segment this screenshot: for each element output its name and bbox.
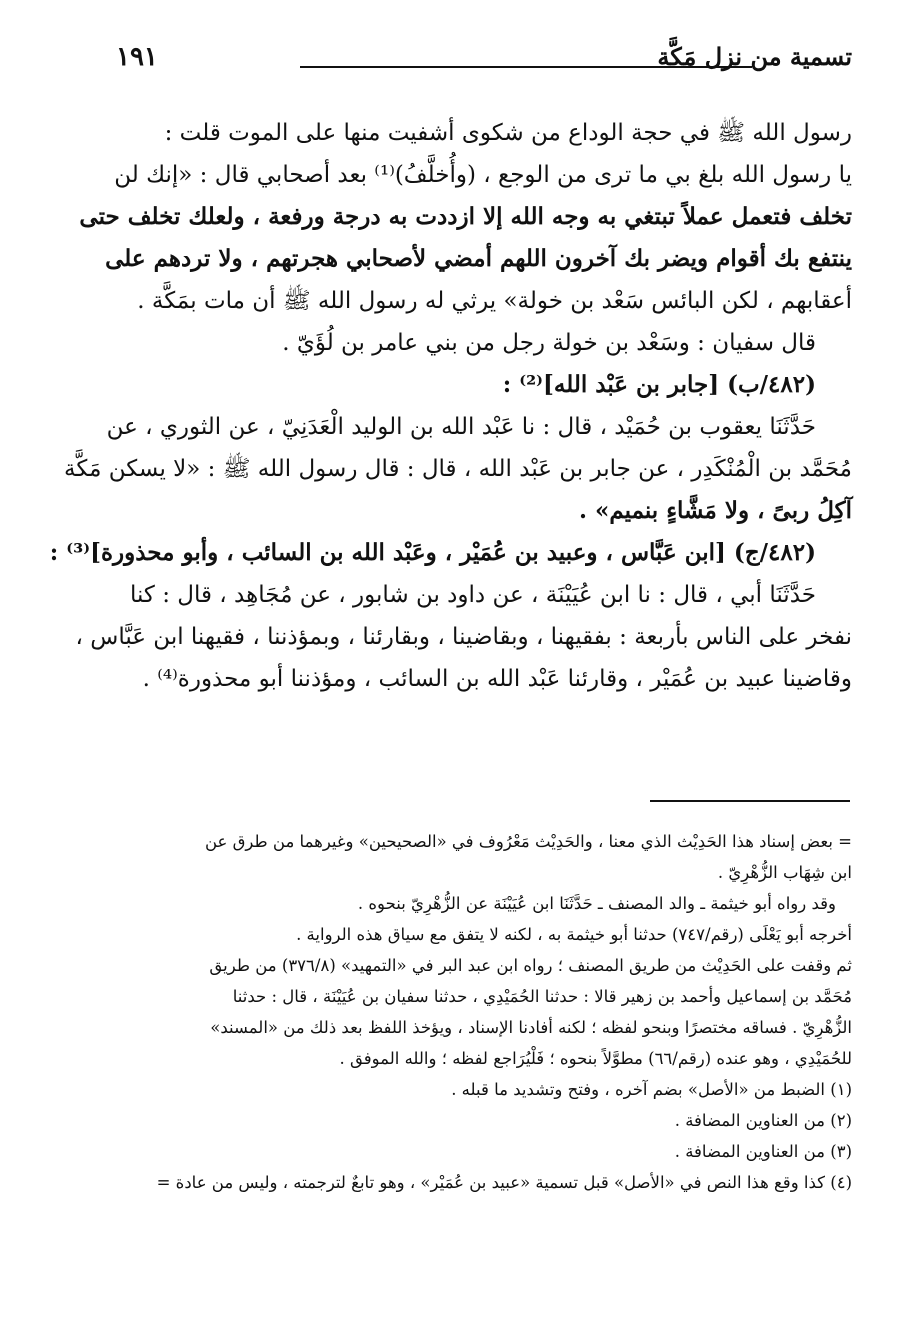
footnote-rule: [650, 800, 850, 802]
text-line: نفخر على الناس بأربعة : بفقيهنا ، وبقاضينا ، وبقارئنا ، وبمؤذننا ، فقيهنا ابن عَبَّاس ،: [75, 624, 852, 650]
text-line: يا رسول الله بلغ بي ما ترى من الوجع ، (وأُخلَّفُ)⁽¹⁾ بعد أصحابي قال : «إنك لن: [114, 162, 852, 188]
text-line: مُحَمَّد بن الْمُنْكَدِر ، عن جابر بن عَبْد الله ، قال : قال رسول الله ﷺ : «لا يسكن مَكَّة: [64, 456, 852, 482]
main-text: [49, 112, 852, 700]
footnote-line: ثم وقفت على الحَدِيْث من طريق المصنف ؛ رواه ابن عبد البر في «التمهيد» (٣٧٦/٨) من طريق: [209, 956, 852, 975]
text-line: وقاضينا عبيد بن عُمَيْر ، وقارئنا عَبْد الله بن السائب ، ومؤذننا أبو محذورة⁽⁴⁾ .: [142, 666, 852, 692]
footnote-line: = بعض إسناد هذا الحَدِيْث الذي معنا ، والحَدِيْث مَعْرُوف في «الصحيحين» وغيرهما من طرق عن: [204, 832, 852, 851]
section-heading: (٤٨٢/ب) [جابر بن عَبْد الله]⁽²⁾ :: [502, 371, 816, 398]
page-header: [112, 42, 852, 82]
footnote-line: وقد رواه أبو خيثمة ـ والد المصنف ـ حَدَّثَنَا ابن عُيَيْنَة عن الزُّهْرِيّ بنحوه .: [357, 894, 836, 913]
text-line: حَدَّثَنَا أبي ، قال : نا ابن عُيَيْنَة ، عن داود بن شابور ، عن مُجَاهِد ، قال : كنا: [129, 582, 816, 608]
footnote-4: (٤) كذا وقع هذا النص في «الأصل» قبل تسمية «عبيد بن عُمَيْر» ، وهو تابعٌ لترجمته ، وليس من عادة =: [156, 1173, 852, 1192]
footnote-line: للحُمَيْدِي ، وهو عنده (رقم/٦٦) مطوَّلاً بنحوه ؛ فَلْيُرَاجع لفظه ؛ والله الموفق .: [339, 1049, 852, 1068]
footnote-3: (٣) من العناوين المضافة .: [674, 1142, 852, 1161]
footnotes: [96, 826, 852, 1198]
footnote-1: (١) الضبط من «الأصل» بضم آخره ، وفتح وتشديد ما قبله .: [451, 1080, 852, 1099]
footnote-2: (٢) من العناوين المضافة .: [674, 1111, 852, 1130]
text-line: رسول الله ﷺ في حجة الوداع من شكوى أشفيت منها على الموت قلت :: [164, 120, 852, 146]
text-line: ينتفع بك أقوام ويضر بك آخرون اللهم أمضي لأصحابي هجرتهم ، ولا تردهم على: [105, 245, 852, 272]
running-title: تسمية من نزل مَكَّة: [657, 42, 852, 71]
footnote-line: أخرجه أبو يَعْلَى (رقم/٧٤٧) حدثنا أبو خيثمة به ، لكنه لا يتفق مع سياق هذه الرواية .: [296, 925, 852, 944]
text-line: حَدَّثَنَا يعقوب بن حُمَيْد ، قال : نا عَبْد الله بن الوليد الْعَدَنِيّ ، عن الثوري ، عن: [106, 414, 816, 440]
text-line: أعقابهم ، لكن البائس سَعْد بن خولة» يرثي له رسول الله ﷺ أن مات بمَكَّة .: [137, 288, 852, 314]
text-line: قال سفيان : وسَعْد بن خولة رجل من بني عامر بن لُؤَيّ .: [282, 330, 816, 356]
footnote-line: مُحَمَّد بن إسماعيل وأحمد بن زهير قالا : حدثنا الحُمَيْدِي ، حدثنا سفيان بن عُيَيْنَة ، قال : حدثنا: [232, 987, 852, 1006]
footnote-line: الزُّهْرِيّ . فساقه مختصرًا وبنحو لفظه ؛ لكنه أفادنا الإسناد ، ويؤخذ اللفظ بعد ذلك من «المسند»: [210, 1018, 852, 1037]
page-number: ١٩١: [116, 42, 158, 72]
text-line: آكِلُ ربىً ، ولا مَشَّاءٍ بنميم» .: [578, 497, 852, 524]
section-heading: (٤٨٢/ج) [ابن عَبَّاس ، وعبيد بن عُمَيْر ، وعَبْد الله بن السائب ، وأبو محذورة]⁽³⁾ :: [49, 539, 816, 566]
text-line: تخلف فتعمل عملاً تبتغي به وجه الله إلا ازددت به درجة ورفعة ، ولعلك تخلف حتى: [79, 203, 852, 230]
footnote-line: ابن شِهَاب الزُّهْرِيّ .: [717, 863, 852, 882]
